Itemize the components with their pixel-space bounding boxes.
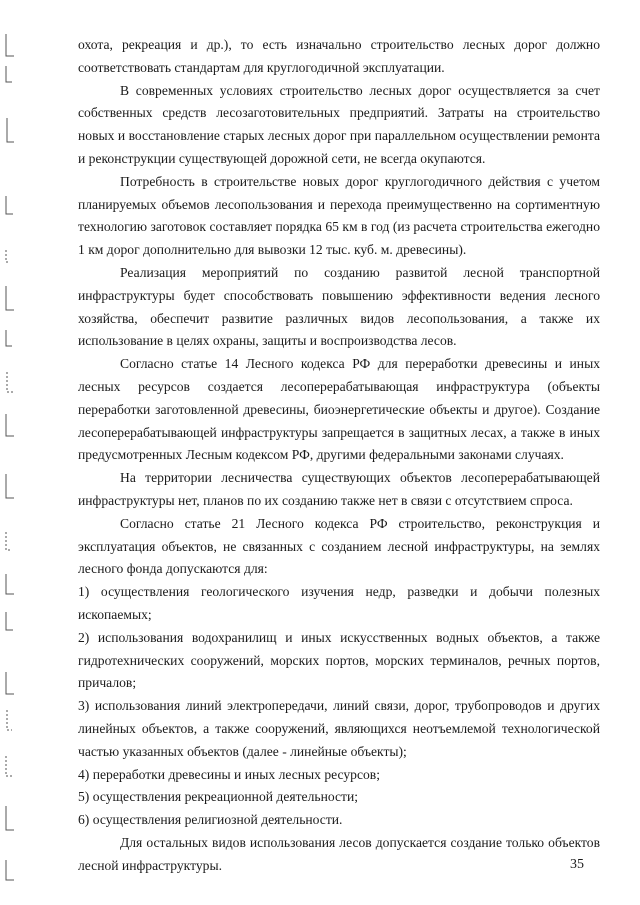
document-body (78, 34, 600, 877)
list-item-2: 2) использования водохранилищ и иных искусственных водных объектов, а также гидротехнических сооружений, морских портов, морских терминалов, речных портов, причалов; (78, 629, 600, 691)
paragraph-7: Согласно статье 21 Лесного кодекса РФ строительство, реконструкция и эксплуатация объектов, не связанных с созданием лесной инфраструктуры, на землях лесного фонда допускаются для: (78, 515, 600, 577)
paragraph-6: На территории лесничества существующих объектов лесоперерабатывающей инфраструктуры нет, планов по их созданию также нет в связи с отсутствием спроса. (78, 470, 600, 508)
scan-margin-marks (0, 0, 40, 905)
paragraph-5: Согласно статье 14 Лесного кодекса РФ для переработки древесины и иных лесных ресурсов создается лесоперерабатывающая инфраструктура (объекты переработки заготовленной древесины, биоэнергетические объекты и другое). Создание лесоперерабатывающей инфраструктуры запрещается в защитных лесах, а также в иных предусмотренных Лесным кодексом РФ, другими федеральными законами случаях. (78, 356, 600, 463)
list-item-4: 4) переработки древесины и иных лесных ресурсов; (78, 766, 381, 782)
list-item-5: 5) осуществления рекреационной деятельности; (78, 789, 359, 805)
paragraph-3: Потребность в строительстве новых дорог круглогодичного действия с учетом планируемых объемов лесопользования и перехода преимущественно на сортиментную технологию заготовок составляет порядка 65 км в год (из расчета строительства ежегодно 1 км дорог дополнительно для вывозки 12 тыс. куб. м. древесины). (78, 173, 600, 258)
paragraph-4: Реализация мероприятий по созданию развитой лесной транспортной инфраструктуры будет способствовать повышению эффективности ведения лесного хозяйства, обеспечит развитие различных видов лесопользования, а также их использование в целях охраны, защиты и воспроизводства лесов. (78, 264, 600, 349)
list-item-6: 6) осуществления религиозной деятельности. (78, 812, 343, 828)
list-item-1: 1) осуществления геологического изучения недр, разведки и добычи полезных ископаемых; (78, 584, 600, 622)
paragraph-1: охота, рекреация и др.), то есть изначально строительство лесных дорог должно соответствовать стандартам для круглогодичной эксплуатации. (78, 37, 600, 75)
list-item-3: 3) использования линий электропередачи, линий связи, дорог, трубопроводов и других линейных объектов, а также сооружений, являющихся неотъемлемой технологической частью указанных объектов (далее - линейные объекты); (78, 698, 600, 759)
paragraph-8: Для остальных видов использования лесов допускается создание только объектов лесной инфраструктуры. (78, 834, 600, 873)
paragraph-2: В современных условиях строительство лесных дорог осуществляется за счет собственных средств лесозаготовительных предприятий. Затраты на строительство новых и восстановление старых лесных дорог при параллельном осуществлении ремонта и реконструкции существующей дорожной сети, не всегда окупаются. (78, 82, 600, 166)
page-number: 35 (570, 857, 584, 872)
